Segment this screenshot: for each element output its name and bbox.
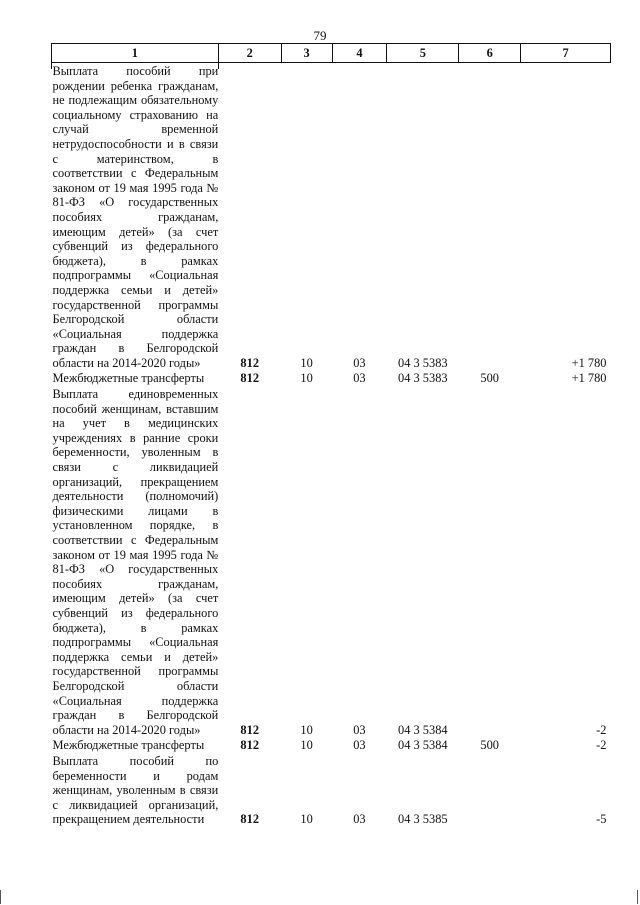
table-row (52, 63, 611, 371)
header-col-7: 7 (521, 44, 611, 63)
row-name: Выплата пособий при рождении ребенка гражданам, не подлежащим обязательному социальному страхованию на случай временной нетрудоспособности и в связи с материнством, в соответствии с Федеральным законом от 19 мая 1995 года № 81-ФЗ «О государственных пособиях гражданам, имеющим детей» (за счет субвенций из федерального бюджета), в рамках подпрограммы «Социальная поддержка семьи и детей» государственной программы Белгородской области «Социальная поддержка граждан в Белгородской области на 2014-2020 годы» (52, 64, 219, 370)
section-code: 10 (300, 371, 313, 386)
table-row (52, 370, 611, 386)
row-name: Межбюджетные трансферты (52, 371, 205, 386)
amount: -2 (596, 722, 607, 737)
row-name: Выплата единовременных пособий женщинам, вставшим на учет в медицинских учреждениях в ранние сроки беременности, уволенным в связи с ликвидацией организаций, прекращением деятельности (полномочий) физическими лицами в установленном порядке, в соответствии с Федеральным законом от 19 мая 1995 года № 81-ФЗ «О государственных пособиях гражданам, имеющим детей» (за счет субвенций из федерального бюджета), в рамках подпрограммы «Социальная поддержка семьи и детей» государственной программы Белгородской области «Социальная поддержка граждан в Белгородской области на 2014-2020 годы» (52, 387, 219, 737)
scan-edge-mark (637, 890, 638, 904)
amount: +1 780 (571, 355, 607, 370)
header-col-2: 2 (218, 44, 281, 63)
section-code: 10 (300, 738, 313, 753)
subsection-code: 03 (353, 738, 366, 753)
section-code: 10 (300, 812, 313, 827)
target-article-code: 04 3 5385 (398, 812, 448, 827)
column-divider (218, 61, 219, 69)
table-row (52, 753, 611, 827)
scan-edge-mark (0, 890, 1, 904)
row-name: Выплата пособий по беременности и родам женщинам, уволенным в связи с ликвидацией организаций, прекращением деятельности (52, 753, 219, 827)
admin-code: 812 (240, 355, 260, 370)
admin-code: 812 (240, 722, 260, 737)
table-row (52, 386, 611, 737)
target-article-code: 04 3 5383 (398, 355, 448, 370)
target-article-code: 04 3 5384 (398, 722, 448, 737)
subsection-code: 03 (353, 371, 366, 386)
amount: +1 780 (571, 371, 607, 386)
expense-type-code (459, 753, 521, 827)
expense-type-code: 500 (480, 371, 499, 386)
table-header-row (52, 44, 611, 63)
header-col-1: 1 (52, 44, 219, 63)
subsection-code: 03 (353, 812, 366, 827)
expense-type-code (459, 386, 521, 737)
section-code: 10 (300, 722, 313, 737)
amount: -2 (596, 738, 607, 753)
table-row (52, 737, 611, 753)
target-article-code: 04 3 5383 (398, 371, 448, 386)
header-col-5: 5 (387, 44, 459, 63)
page-number: 79 (313, 28, 327, 43)
admin-code: 812 (240, 371, 260, 386)
column-divider (51, 61, 52, 69)
subsection-code: 03 (353, 355, 366, 370)
expense-type-code: 500 (480, 738, 499, 753)
header-col-6: 6 (459, 44, 521, 63)
header-col-3: 3 (281, 44, 332, 63)
subsection-code: 03 (353, 722, 366, 737)
section-code: 10 (300, 355, 313, 370)
header-col-4: 4 (332, 44, 387, 63)
target-article-code: 04 3 5384 (398, 738, 448, 753)
row-name: Межбюджетные трансферты (52, 738, 205, 753)
amount: -5 (596, 812, 607, 827)
admin-code: 812 (240, 738, 260, 753)
admin-code: 812 (240, 812, 260, 827)
budget-table (51, 43, 611, 827)
expense-type-code (459, 63, 521, 371)
